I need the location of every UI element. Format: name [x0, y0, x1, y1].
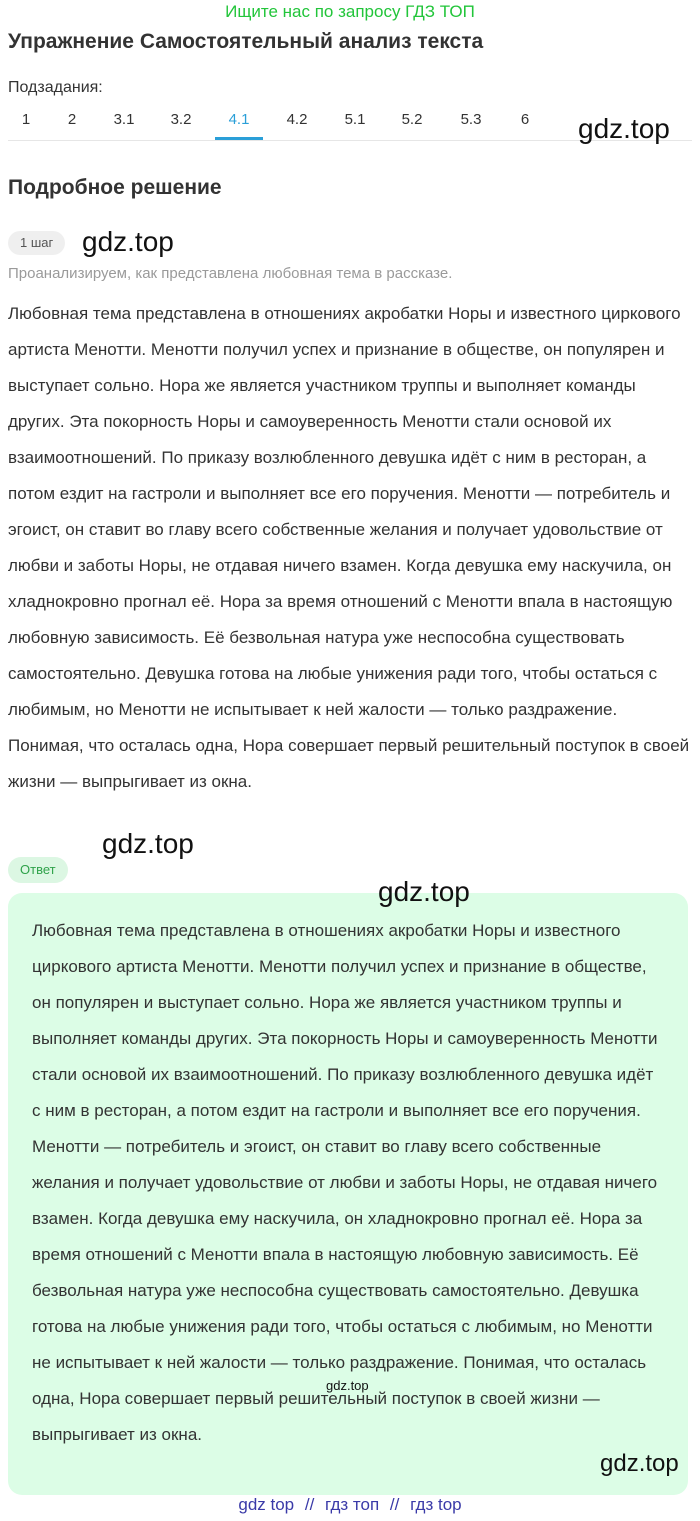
footer-link[interactable]: гдз топ: [325, 1495, 380, 1514]
step-badge: 1 шаг: [8, 231, 65, 255]
footer-links: [0, 1495, 700, 1515]
solution-text: Любовная тема представлена в отношениях акробатки Норы и известного циркового артиста Менотти. Менотти получил успех и признание в обществе, он популярен и выступает сольно. Нора же является участником труппы и выполняет команды других. Эта покорность Норы и самоуверенность Менотти стали основой их взаимоотношений. По приказу возлюбленного девушка идёт с ним в ресторан, а потом ездит на гастроли и выполняет все его поручения. Менотти — потребитель и эгоист, он ставит во главу всего собственные желания и получает удовольствие от любви и заботы Норы, не отдавая ничего взамен. Когда девушка ему наскучила, он хладнокровно прогнал её. Нора за время отношений с Менотти впала в настоящую любовную зависимость. Её безвольная натура уже неспособна существовать самостоятельно. Девушка готова на любые унижения ради того, чтобы остаться с любимым, но Менотти не испытывает к ней жалости — только раздражение. Понимая, что осталась одна, Нора совершает первый решительный поступок в своей жизни — выпрыгивает из окна.: [8, 304, 690, 791]
watermark: gdz.top: [600, 1450, 679, 1477]
watermark: gdz.top: [82, 226, 174, 257]
tab-5-1[interactable]: 5.1: [344, 111, 366, 128]
answer-badge: Ответ: [8, 857, 68, 883]
tab-2[interactable]: 2: [67, 111, 77, 128]
tab-5-3[interactable]: 5.3: [460, 111, 482, 128]
answer-box: [8, 893, 688, 1495]
step-intro: Проанализируем, как представлена любовная тема в рассказе.: [8, 265, 453, 282]
subtasks-label: Подзадания:: [8, 79, 103, 96]
tab-3-2[interactable]: 3.2: [170, 111, 192, 128]
watermark: gdz.top: [578, 113, 670, 144]
footer-link[interactable]: гдз top: [410, 1495, 462, 1514]
tab-1[interactable]: 1: [21, 111, 31, 128]
solution-heading: Подробное решение: [8, 176, 222, 199]
tab-3-1[interactable]: 3.1: [113, 111, 135, 128]
watermark: gdz.top: [378, 876, 470, 907]
footer-separator: //: [304, 1495, 315, 1514]
answer-text: Любовная тема представлена в отношениях акробатки Норы и известного циркового артиста Менотти. Менотти получил успех и признание в обществе, он популярен и выступает сольно. Нора же является участником труппы и выполняет команды других. Эта покорность Норы и самоуверенность Менотти стали основой их взаимоотношений. По приказу возлюбленного девушка идёт с ним в ресторан, а потом ездит на гастроли и выполняет все его поручения. Менотти — потребитель и эгоист, он ставит во главу всего собственные желания и получает удовольствие от любви и заботы Норы, не отдавая ничего взамен. Когда девушка ему наскучила, он хладнокровно прогнал её. Нора за время отношений с Менотти впала в настоящую любовную зависимость. Её безвольная натура уже неспособна существовать самостоятельно. Девушка готова на любые унижения ради того, чтобы остаться с любимым, но Менотти не испытывает к ней жалости — только раздражение. Понимая, что осталась одна, Нора совершает первый решительный поступок в своей жизни — выпрыгивает из окна.: [32, 921, 658, 1444]
footer-link[interactable]: gdz top: [238, 1495, 295, 1514]
page-title: Упражнение Самостоятельный анализ текста: [8, 30, 484, 53]
top-banner[interactable]: Ищите нас по запросу ГДЗ ТОП: [225, 2, 475, 21]
tab-4-2[interactable]: 4.2: [286, 111, 308, 128]
tab-5-2[interactable]: 5.2: [401, 111, 423, 128]
watermark: gdz.top: [102, 828, 194, 859]
tab-4-1[interactable]: 4.1: [215, 104, 263, 140]
footer-separator: //: [389, 1495, 400, 1514]
tab-6[interactable]: 6: [520, 111, 530, 128]
watermark: gdz.top: [326, 1378, 369, 1393]
